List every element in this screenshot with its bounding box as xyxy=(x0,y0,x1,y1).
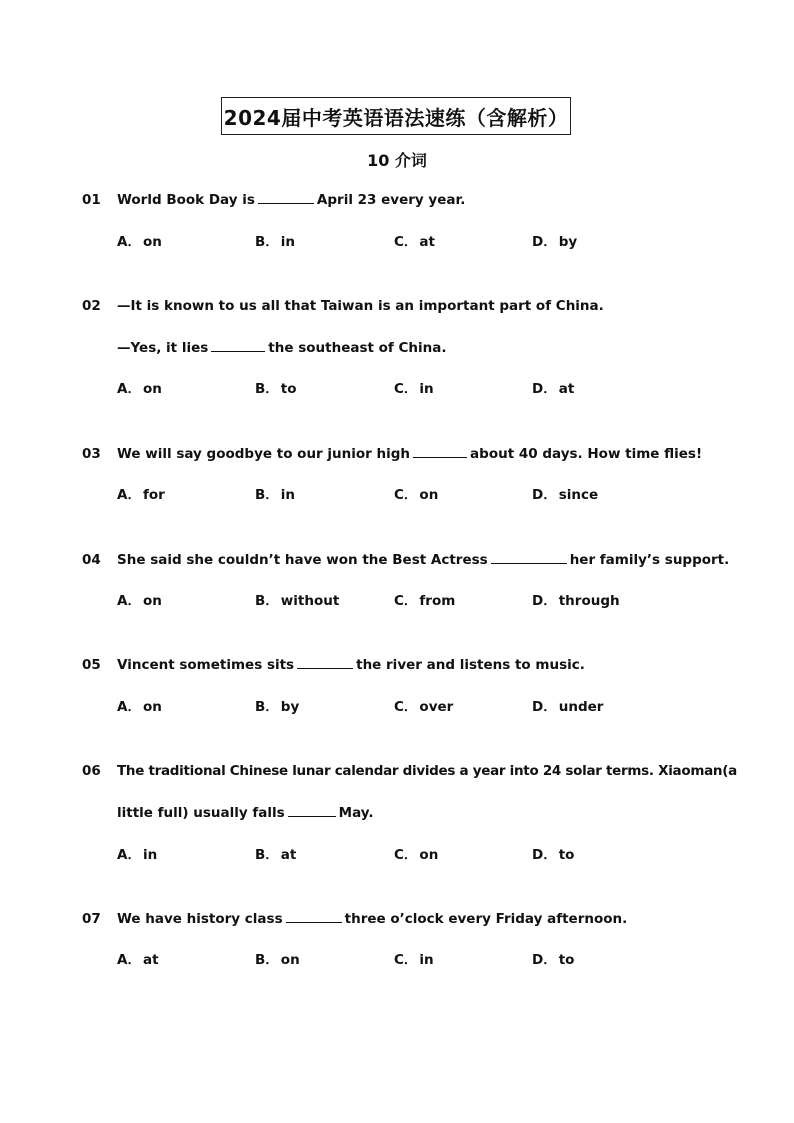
option-text: under xyxy=(558,699,604,715)
option-letter: B． xyxy=(255,699,279,715)
document-title xyxy=(221,97,571,135)
question-number: 06 xyxy=(82,763,101,779)
question-stem-line2 xyxy=(117,802,373,824)
option-c[interactable] xyxy=(394,844,438,866)
option-text: at xyxy=(419,234,435,250)
option-text: on xyxy=(419,487,439,503)
option-letter: B． xyxy=(255,952,279,968)
stem-after-blank: the southeast of China. xyxy=(268,340,447,356)
answer-blank xyxy=(211,337,265,352)
option-letter: D． xyxy=(532,593,557,609)
answer-blank xyxy=(297,654,353,669)
stem-after-blank: three o’clock every Friday afternoon. xyxy=(344,911,628,927)
answer-options xyxy=(82,231,722,253)
option-letter: B． xyxy=(255,234,279,250)
option-a[interactable] xyxy=(117,696,162,718)
document-title-text: 2024届中考英语语法速练（含解析） xyxy=(223,105,569,130)
option-text: through xyxy=(558,593,620,609)
option-letter: B． xyxy=(255,381,279,397)
option-text: on xyxy=(142,593,162,609)
answer-options xyxy=(82,949,722,971)
option-a[interactable] xyxy=(117,231,162,253)
option-text: to xyxy=(280,381,297,397)
option-text: in xyxy=(419,381,434,397)
answer-blank xyxy=(286,908,342,923)
option-text: by xyxy=(558,234,578,250)
answer-blank xyxy=(413,443,467,458)
question-stem xyxy=(117,189,465,211)
option-text: in xyxy=(280,234,296,250)
option-text: without xyxy=(280,593,340,609)
option-letter: C． xyxy=(394,699,418,715)
option-letter: C． xyxy=(394,234,418,250)
option-b[interactable] xyxy=(255,231,295,253)
stem-before-blank: Vincent sometimes sits xyxy=(117,657,295,673)
option-b[interactable] xyxy=(255,949,300,971)
option-d[interactable] xyxy=(532,484,598,506)
stem-before-blank: little full) usually falls xyxy=(117,805,285,821)
option-c[interactable] xyxy=(394,696,453,718)
option-letter: D． xyxy=(532,952,557,968)
option-letter: C． xyxy=(394,593,418,609)
question-number: 04 xyxy=(82,552,101,568)
answer-options xyxy=(82,484,722,506)
option-letter: C． xyxy=(394,381,418,397)
option-text: from xyxy=(419,593,456,609)
answer-blank xyxy=(288,802,336,817)
option-c[interactable] xyxy=(394,378,434,400)
answer-options xyxy=(82,696,722,718)
option-letter: D． xyxy=(532,381,557,397)
option-c[interactable] xyxy=(394,949,434,971)
option-b[interactable] xyxy=(255,484,295,506)
option-text: on xyxy=(142,234,162,250)
option-text: since xyxy=(558,487,599,503)
stem-before-blank: World Book Day is xyxy=(117,192,255,208)
option-letter: D． xyxy=(532,847,557,863)
option-a[interactable] xyxy=(117,844,157,866)
question-stem xyxy=(117,908,627,930)
stem-after-blank: about 40 days. How time flies! xyxy=(470,446,703,462)
option-text: over xyxy=(419,699,454,715)
option-letter: A． xyxy=(117,381,141,397)
question-02 xyxy=(82,295,722,400)
stem-before-blank: —Yes, it lies xyxy=(117,340,209,356)
question-stem xyxy=(117,654,585,676)
stem-before-blank: We have history class xyxy=(117,911,283,927)
stem-after-blank: April 23 every year. xyxy=(316,192,466,208)
stem-after-blank: May. xyxy=(338,805,374,821)
option-c[interactable] xyxy=(394,484,438,506)
option-letter: A． xyxy=(117,847,141,863)
question-stem-line1: —It is known to us all that Taiwan is an important part of China. xyxy=(117,298,604,314)
answer-options xyxy=(82,590,722,612)
option-text: on xyxy=(142,381,162,397)
option-d[interactable] xyxy=(532,844,574,866)
option-letter: B． xyxy=(255,847,279,863)
option-letter: D． xyxy=(532,699,557,715)
option-a[interactable] xyxy=(117,378,162,400)
option-letter: B． xyxy=(255,593,279,609)
option-text: in xyxy=(419,952,434,968)
section-subtitle: 10 介词 xyxy=(367,151,427,170)
option-d[interactable] xyxy=(532,231,577,253)
option-letter: D． xyxy=(532,234,557,250)
answer-blank xyxy=(258,189,314,204)
question-number: 02 xyxy=(82,298,101,314)
option-text: by xyxy=(280,699,300,715)
option-text: in xyxy=(142,847,158,863)
option-text: in xyxy=(280,487,296,503)
answer-options xyxy=(82,378,722,400)
option-letter: A． xyxy=(117,952,141,968)
option-letter: C． xyxy=(394,487,418,503)
option-text: on xyxy=(280,952,300,968)
question-07 xyxy=(82,908,722,971)
question-04 xyxy=(82,549,730,612)
option-letter: C． xyxy=(394,847,418,863)
option-letter: D． xyxy=(532,487,557,503)
option-letter: A． xyxy=(117,234,141,250)
option-text: at xyxy=(558,381,575,397)
option-letter: A． xyxy=(117,699,141,715)
option-d[interactable] xyxy=(532,949,574,971)
question-stem xyxy=(117,549,729,571)
option-letter: C． xyxy=(394,952,418,968)
option-text: on xyxy=(142,699,162,715)
question-01 xyxy=(82,189,722,253)
option-text: to xyxy=(558,952,575,968)
answer-blank xyxy=(491,549,567,564)
question-06 xyxy=(82,760,737,866)
option-c[interactable] xyxy=(394,590,455,612)
stem-before-blank: We will say goodbye to our junior high xyxy=(117,446,411,462)
option-text: on xyxy=(419,847,439,863)
option-a[interactable] xyxy=(117,484,165,506)
option-text: at xyxy=(280,847,297,863)
option-letter: A． xyxy=(117,487,141,503)
option-text: to xyxy=(558,847,575,863)
question-stem xyxy=(117,443,702,465)
option-text: at xyxy=(142,952,159,968)
option-b[interactable] xyxy=(255,844,296,866)
option-a[interactable] xyxy=(117,949,159,971)
option-b[interactable] xyxy=(255,590,339,612)
option-c[interactable] xyxy=(394,231,435,253)
question-stem-line2 xyxy=(117,337,447,359)
option-d[interactable] xyxy=(532,378,574,400)
question-number: 03 xyxy=(82,446,101,462)
option-text: for xyxy=(142,487,165,503)
question-number: 01 xyxy=(82,192,101,208)
option-d[interactable] xyxy=(532,696,603,718)
stem-after-blank: her family’s support. xyxy=(569,552,730,568)
answer-options xyxy=(82,844,722,866)
question-number: 05 xyxy=(82,657,101,673)
option-b[interactable] xyxy=(255,378,297,400)
option-b[interactable] xyxy=(255,696,299,718)
question-number: 07 xyxy=(82,911,101,927)
stem-before-blank: She said she couldn’t have won the Best Actress xyxy=(117,552,488,568)
option-letter: A． xyxy=(117,593,141,609)
question-03 xyxy=(82,443,722,506)
question-05 xyxy=(82,654,722,718)
stem-after-blank: the river and listens to music. xyxy=(356,657,585,673)
question-stem-line1: The traditional Chinese lunar calendar divides a year into 24 solar terms. Xiaoman(a xyxy=(117,763,737,779)
option-d[interactable] xyxy=(532,590,620,612)
option-a[interactable] xyxy=(117,590,162,612)
option-letter: B． xyxy=(255,487,279,503)
